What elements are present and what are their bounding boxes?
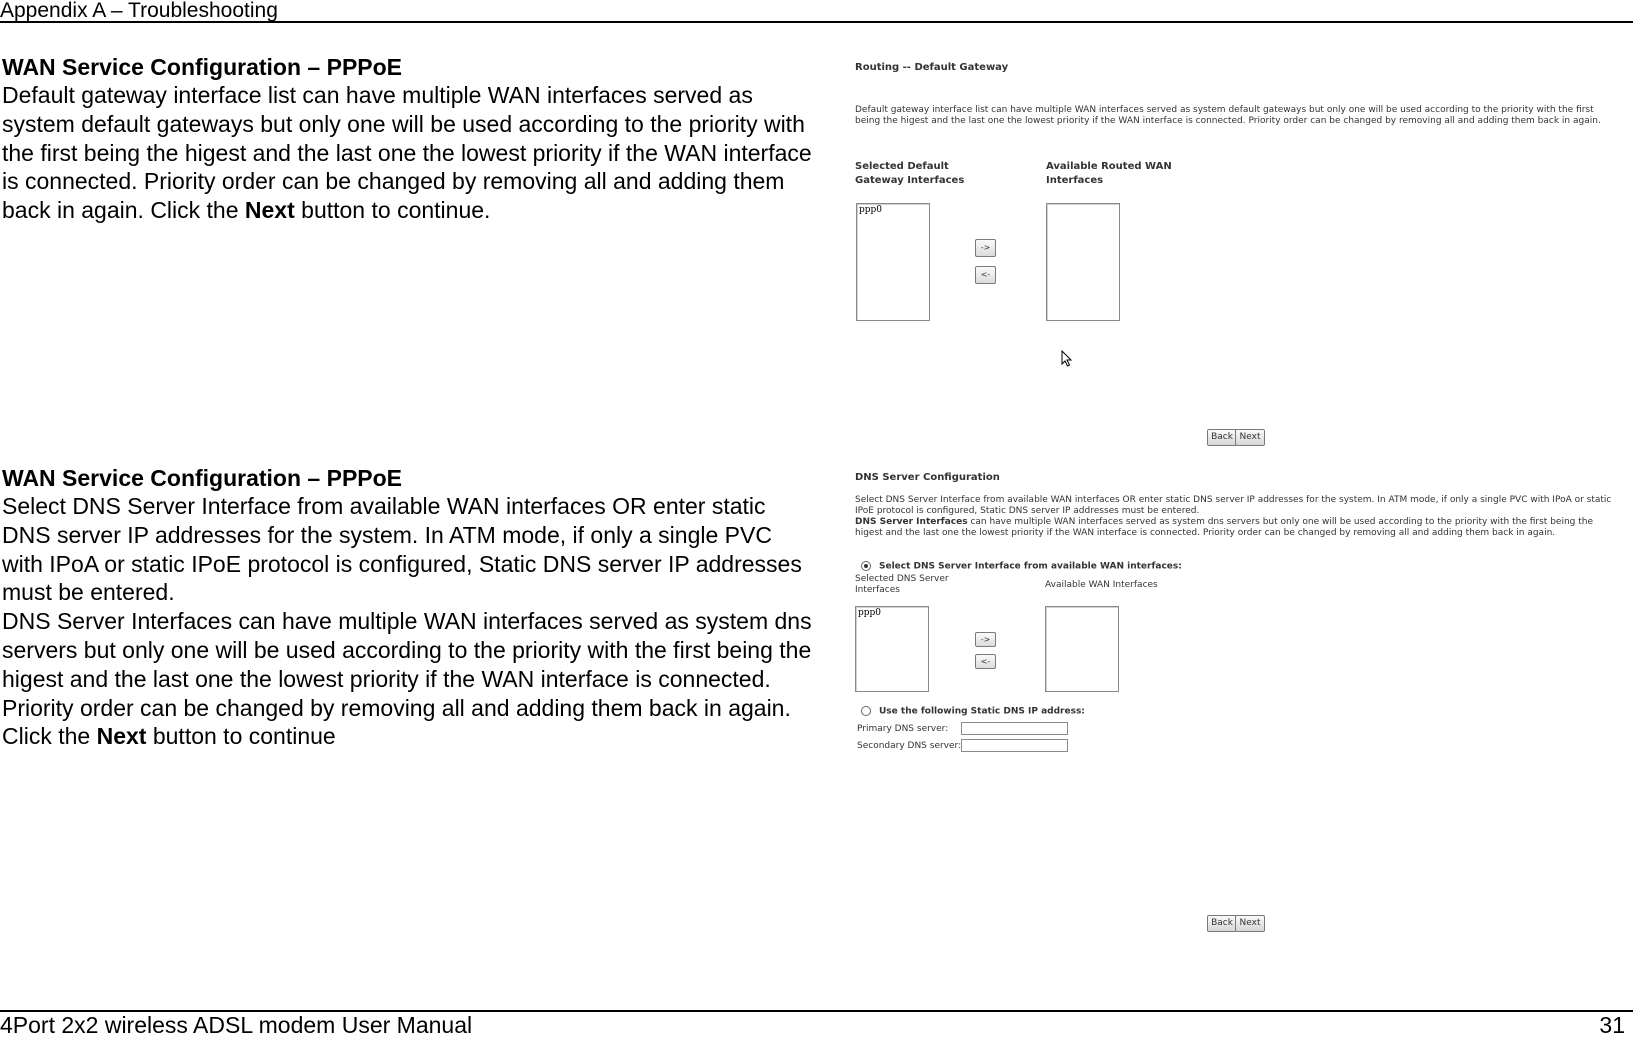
radio-label: Use the following Static DNS IP address: (879, 706, 1085, 717)
body-text: Default gateway interface list can have multiple WAN interfaces served as system default gateways but only one will be used according to the priority with the first being the higest and the last one the lowest priority if the WAN interface is connected. Priority order can be changed by removing all and adding them back in again. Click the (2, 82, 812, 224)
selected-dns-label: Selected DNS Server Interfaces (855, 574, 949, 595)
static-dns-radio-option[interactable] (861, 706, 1085, 717)
listbox-option[interactable]: ppp0 (858, 608, 882, 618)
next-emphasis: Next (96, 723, 147, 750)
section-body (2, 81, 817, 225)
remove-interface-button[interactable]: <- (975, 654, 996, 669)
dns-server-screenshot (855, 472, 1615, 934)
mouse-cursor-icon (1061, 350, 1073, 368)
next-button[interactable]: Next (1235, 429, 1265, 446)
shot-description: Default gateway interface list can have multiple WAN interfaces served as system default gateways but only one will be used according to the priority with the first being the higest and the last one the lowest priority if the WAN interface is connected. Priority order can be changed by removing all and adding them back in again. (855, 105, 1601, 126)
selected-dns-listbox[interactable] (855, 606, 929, 692)
section-dns-server (2, 464, 817, 751)
desc-bold: DNS Server Interfaces (855, 517, 968, 527)
add-interface-button[interactable]: -> (975, 632, 996, 647)
remove-interface-button[interactable]: <- (975, 266, 996, 284)
page-header (0, 0, 1633, 23)
body-text: DNS Server Interfaces can have multiple WAN interfaces served as system dns servers but only one will be used according to the priority with the first being the higest and the last one the lowest priority if the WAN interface is connected. Priority order can be changed by removing all and adding them back in again. Click the (2, 608, 812, 750)
section-heading: WAN Service Configuration – PPPoE (2, 54, 403, 80)
default-gateway-screenshot (855, 62, 1615, 452)
body-text-end: button to continue (146, 723, 336, 750)
add-interface-button[interactable]: -> (975, 239, 996, 257)
shot-description (855, 495, 1615, 539)
secondary-dns-input[interactable] (961, 739, 1068, 752)
footer-manual-title: 4Port 2x2 wireless ADSL modem User Manual (0, 1012, 473, 1038)
next-button[interactable]: Next (1235, 915, 1265, 932)
desc-line1: Select DNS Server Interface from available WAN interfaces OR enter static DNS server IP addresses for the system. In ATM mode, if only a single PVC with IPoA or static IPoE protocol is configured, Static DNS server IP addresses must be entered. (855, 495, 1612, 516)
section-heading: WAN Service Configuration – PPPoE (2, 465, 403, 491)
available-wan-label: Available WAN Interfaces (1045, 580, 1158, 590)
shot-title: DNS Server Configuration (855, 472, 1000, 483)
section-para2 (2, 607, 817, 751)
back-button[interactable]: Back (1207, 429, 1237, 446)
back-button[interactable]: Back (1207, 915, 1237, 932)
primary-dns-row (857, 724, 948, 734)
next-emphasis: Next (244, 197, 295, 224)
page-number: 31 (1599, 1012, 1625, 1038)
radio-label: Select DNS Server Interface from available WAN interfaces: (879, 561, 1182, 572)
available-wan-listbox[interactable] (1046, 203, 1120, 321)
primary-dns-input[interactable] (961, 722, 1068, 735)
selected-gateway-listbox[interactable] (856, 203, 930, 321)
section-default-gateway (2, 53, 817, 225)
primary-dns-label: Primary DNS server: (857, 724, 949, 734)
body-text-end: button to continue. (294, 197, 491, 224)
interface-radio-option[interactable] (861, 561, 1182, 572)
radio-unselected-icon[interactable] (861, 706, 871, 716)
available-wan-label: Available Routed WAN Interfaces (1046, 161, 1172, 186)
section-para1: Select DNS Server Interface from available WAN interfaces OR enter static DNS server IP addresses for the system. In ATM mode, if only a single PVC with IPoA or static IPoE protocol is configured, Static DNS server IP addresses must be entered. (2, 493, 802, 606)
listbox-option[interactable]: ppp0 (859, 205, 883, 215)
selected-gateway-label: Selected Default Gateway Interfaces (855, 161, 965, 186)
page-footer (0, 1010, 1633, 1040)
available-wan-listbox[interactable] (1045, 606, 1119, 692)
secondary-dns-row (857, 741, 961, 751)
secondary-dns-label: Secondary DNS server: (857, 741, 962, 751)
desc-line2: can have multiple WAN interfaces served as system dns servers but only one will be used according to the priority with the first being the higest and the last one the lowest priority if the WAN interface is connected. Priority order can be changed by removing all and adding them back in again. (855, 517, 1593, 538)
header-title: Appendix A – Troubleshooting (0, 0, 278, 22)
shot-title: Routing -- Default Gateway (855, 62, 1009, 73)
radio-selected-icon[interactable] (861, 561, 871, 571)
